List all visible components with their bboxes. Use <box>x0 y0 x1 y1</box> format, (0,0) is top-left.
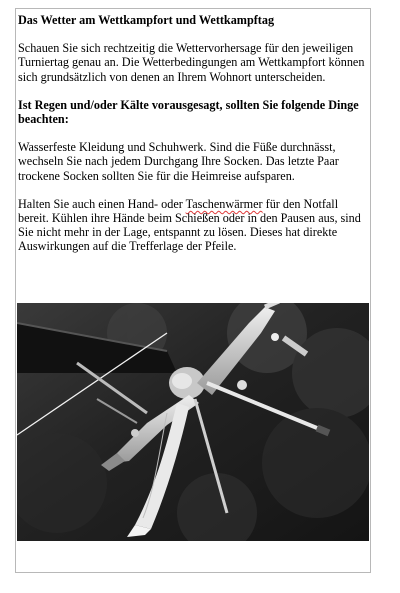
document-body[interactable] <box>18 13 370 254</box>
heading-rain-cold: Ist Regen und/oder Kälte vorausgesagt, sollten Sie folgende Dinge beachten: <box>18 97 359 127</box>
document-page <box>15 8 371 573</box>
archery-photo-illustration <box>17 303 369 541</box>
misspelled-word[interactable]: Taschenwärmer <box>185 196 263 211</box>
document-title: Das Wetter am Wettkampfort und Wettkampftag <box>18 13 275 27</box>
paragraph-clothing: Wasserfeste Kleidung und Schuhwerk. Sind die Füße durchnässt, wechseln Sie nach jedem Durchgang Ihre Socken. Das letzte Paar trockene Socken sollten Sie für die Heimreise aufsparen. <box>18 140 339 183</box>
archery-photo <box>17 303 369 541</box>
paragraph-weather-forecast: Schauen Sie sich rechtzeitig die Wettervorhersage für den jeweiligen Turniertag genau an. Die Wetterbedingungen am Wettkampfort können sich grundsätzlich von denen an Ihrem Wohnort unterscheiden. <box>18 41 365 84</box>
paragraph-hand-warmer-part1: Halten Sie auch einen Hand- oder <box>18 196 186 211</box>
paragraph-hand-warmer <box>18 197 370 254</box>
paragraph-hand-warmer-part2: für den Notfall bereit. Kühlen ihre Hände beim Schießen oder in den Pausen aus, sind Sie nicht mehr in der Lage, entspannt zu lösen. Dieses hat direkte Auswirkungen auf die Trefferlage der Pfeile. <box>18 196 361 254</box>
